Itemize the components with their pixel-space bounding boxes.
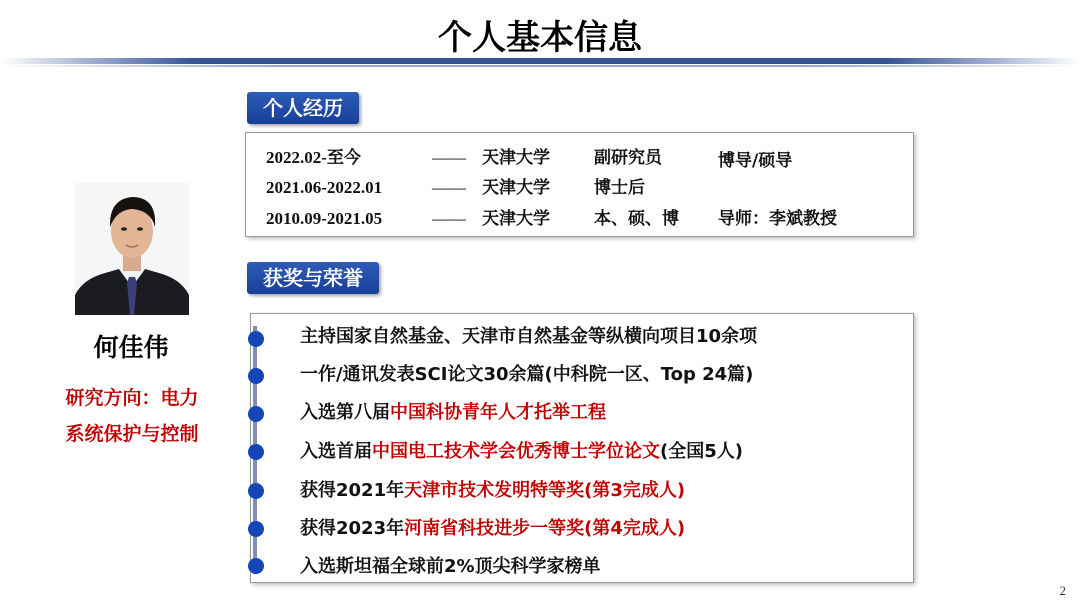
experience-box <box>245 132 914 237</box>
experience-position: 博士后 <box>594 178 645 198</box>
research-line-2: 系统保护与控制 <box>65 423 199 445</box>
title-divider-thin <box>0 65 1080 67</box>
award-item: 一作/通讯发表SCI论文30余篇(中科院一区、Top 24篇) <box>300 364 754 385</box>
award-item: 获得2023年河南省科技进步一等奖(第4完成人) <box>300 518 686 539</box>
experience-date: 2021.06-2022.01 <box>266 178 383 197</box>
timeline-dot <box>248 483 264 499</box>
experience-dash: —— <box>432 209 466 228</box>
page-title: 个人基本信息 <box>438 18 642 58</box>
award-item: 入选首届中国电工技术学会优秀博士学位论文(全国5人) <box>300 441 743 462</box>
award-item: 主持国家自然基金、天津市自然基金等纵横向项目10余项 <box>300 326 758 347</box>
experience-note: 导师：李斌教授 <box>718 209 837 229</box>
timeline-dot <box>248 558 264 574</box>
research-direction <box>52 380 212 452</box>
awards-heading: 获奖与荣誉 <box>247 262 379 294</box>
experience-dash: —— <box>432 148 466 167</box>
award-item: 入选第八届中国科协青年人才托举工程 <box>300 402 606 423</box>
experience-date: 2022.02-至今 <box>266 148 361 167</box>
award-item: 获得2021年天津市技术发明特等奖(第3完成人) <box>300 480 686 501</box>
timeline-dot <box>248 368 264 384</box>
timeline-dot <box>248 444 264 460</box>
experience-org: 天津大学 <box>482 178 550 198</box>
timeline-dot <box>248 521 264 537</box>
profile-name: 何佳伟 <box>93 333 169 362</box>
timeline-dot <box>248 331 264 347</box>
experience-heading: 个人经历 <box>247 92 359 124</box>
experience-date: 2010.09-2021.05 <box>266 209 383 228</box>
experience-org: 天津大学 <box>482 209 550 229</box>
experience-note: 博导/硕导 <box>718 151 793 171</box>
profile-photo <box>75 183 189 315</box>
experience-dash: —— <box>432 178 466 197</box>
experience-org: 天津大学 <box>482 148 550 168</box>
experience-position: 本、硕、博 <box>594 209 679 229</box>
page-number: 2 <box>1059 583 1066 598</box>
award-item: 入选斯坦福全球前2%顶尖科学家榜单 <box>300 556 601 577</box>
title-divider <box>0 58 1080 64</box>
experience-position: 副研究员 <box>594 148 662 168</box>
research-line-1: 研究方向：电力 <box>65 387 199 409</box>
timeline-dot <box>248 406 264 422</box>
